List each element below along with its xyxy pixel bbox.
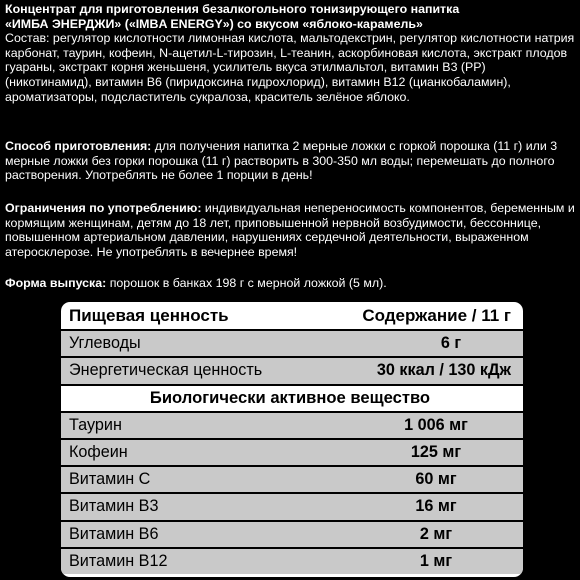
form-block	[5, 276, 575, 291]
row-value: 16 мг	[415, 497, 457, 516]
row-name: Витамин В3	[69, 497, 159, 516]
section-title: Биологически активное вещество	[149, 388, 431, 408]
product-title-line1: Концентрат для приготовления безалкогольного тонизирующего напитка	[5, 2, 460, 16]
table-row-carbohydrates	[61, 329, 523, 356]
table-row-taurine	[61, 411, 523, 438]
product-title-line2: «ИМБА ЭНЕРДЖИ» («IMBA ENERGY») со вкусом «яблоко-карамель»	[5, 16, 423, 31]
row-name: Углеводы	[69, 334, 141, 353]
restrictions-text: индивидуальная непереносимость компонентов, беременным и кормящим женщинам, детям до 18 лет, приповышенной нервной возбудимости, бессоннице, повышенном артериальном давлении, нарушениях сердечной деятельности, выраженном атеросклерозе. Не употреблять в вечернее время!	[5, 201, 575, 259]
restrictions-label: Ограничения по употреблению:	[5, 201, 202, 215]
preparation-text: для получения напитка 2 мерные ложки с горкой порошка (11 г) или 3 мерные ложки без горки порошка (11 г) растворить в 300-350 мл воды; перемешать до полного растворения. Употреблять не более 1 порции в день!	[5, 139, 558, 183]
table-section-title	[61, 384, 523, 411]
table-row-energy	[61, 356, 523, 383]
restrictions-block	[5, 201, 575, 259]
table-row-vitamin-b3	[61, 492, 523, 519]
row-value: 6 г	[440, 334, 462, 353]
intro-block	[5, 2, 575, 104]
table-row-vitamin-b12	[61, 547, 523, 574]
table-row-vitamin-b6	[61, 520, 523, 547]
row-value: 30 ккал / 130 кДж	[376, 361, 511, 380]
row-name: Витамин В12	[69, 551, 168, 570]
preparation-block	[5, 139, 575, 183]
form-label: Форма выпуска:	[5, 276, 107, 290]
form-text: порошок в банках 198 г с мерной ложкой (5 мл).	[106, 276, 387, 290]
header-nutrition-value: Пищевая ценность	[69, 305, 229, 325]
composition-text: Состав: регулятор кислотности лимонная кислота, мальтодекстрин, регулятор кислотности натрия карбонат, таурин, кофеин, N-ацетил-L-тирозин, L-теанин, аскорбиновая кислота, экстракт плодов гуараны, экстракт корня женьшеня, усилитель вкуса этилмальтол, витамин B3 (PP) (никотинамид), витамин B6 (пиридоксина гидрохлорид), витамин B12 (цианкобаламин), ароматизаторы, подсластитель сукралоза, краситель зелёное яблоко.	[5, 31, 575, 104]
row-name: Витамин С	[69, 470, 151, 489]
preparation-label: Способ приготовления:	[5, 139, 152, 153]
row-name: Таурин	[69, 415, 122, 434]
table-row-caffeine	[61, 438, 523, 465]
table-row-vitamin-c	[61, 465, 523, 492]
row-value: 1 006 мг	[404, 415, 468, 434]
header-content: Содержание / 11 г	[362, 305, 511, 325]
row-value: 1 мг	[419, 551, 453, 570]
row-value: 60 мг	[415, 470, 457, 489]
table-header-row	[61, 302, 523, 329]
row-name: Кофеин	[69, 443, 128, 462]
row-name: Витамин В6	[69, 524, 159, 543]
row-value: 125 мг	[410, 443, 462, 462]
nutrition-table	[61, 302, 523, 577]
row-name: Энергетическая ценность	[69, 361, 263, 380]
row-value: 2 мг	[419, 524, 453, 543]
